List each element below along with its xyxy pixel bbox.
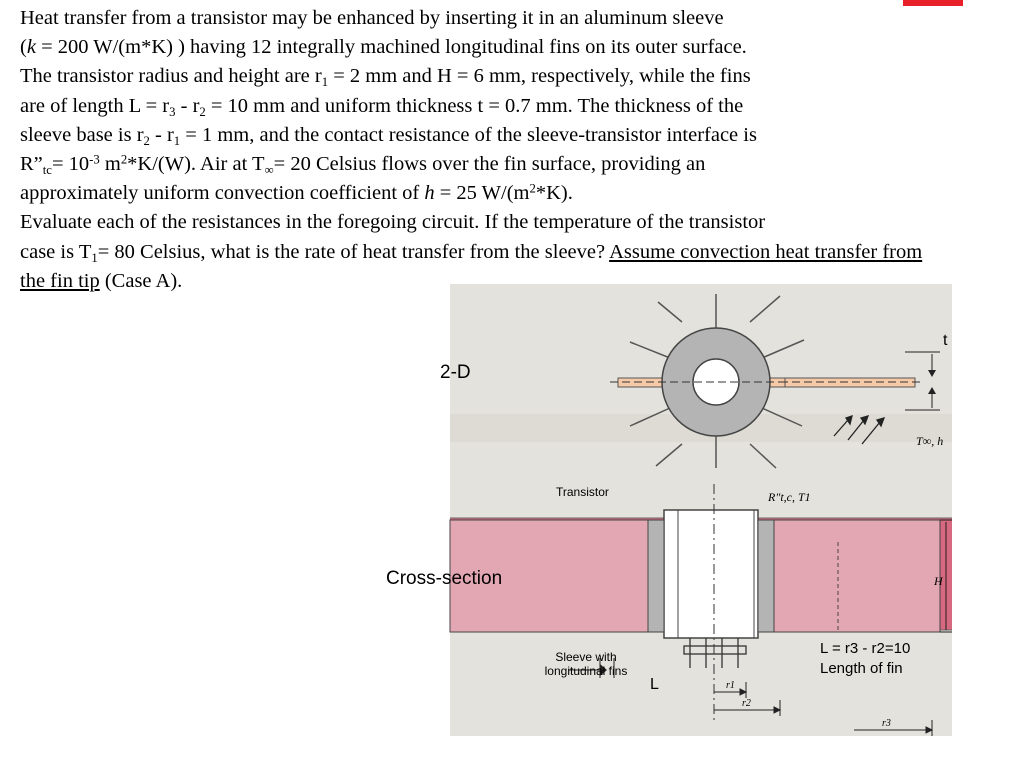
label-2d: 2-D: [440, 362, 471, 383]
label-transistor: Transistor: [556, 485, 609, 499]
label-H: H: [934, 574, 943, 588]
label-r1: r1: [726, 680, 735, 691]
label-sleeve: Sleeve with longitudinal fins: [544, 650, 628, 678]
label-fin-length-eq: L = r3 - r2=10: [820, 640, 911, 657]
label-t: t: [943, 332, 948, 349]
label-cross-section: Cross-section: [386, 568, 503, 589]
label-fin-length: Length of fin: [820, 660, 903, 677]
cross-section-view: [450, 484, 952, 724]
radius-dimensions: [714, 682, 932, 736]
label-r2: r2: [742, 698, 751, 709]
label-r3: r3: [882, 718, 891, 729]
problem-statement: [20, 4, 940, 296]
paragraph-2: Evaluate each of the resistances in the foregoing circuit. If the temperature of the transistor case is $T_1= 80$ Celsius, what is the rate of heat transfer from the sleeve? Assume convection heat transfer from the fin tip (Case A).: [20, 211, 923, 292]
transistor-fin-figure: [386, 284, 952, 736]
label-L: L: [650, 676, 659, 693]
fin-detail: [780, 352, 940, 410]
transistor-pins: [684, 638, 746, 668]
paragraph-1: Heat transfer from a transistor may be enhanced by inserting it in an aluminum sleeve (k = 200 W/(m*K) ) having 12 integrally machined longitudinal fins on its outer surface. The transistor radius and height are $r_1 = 2$ mm and H = 6 mm, respectively, while the fins are of length $L = r_3 - r_2 = 10$ mm and uniform thickness t = 0.7 mm. The thickness of the sleeve base is $r_2 - r_1 = 1$ mm, and the contact resistance of the sleeve-transistor interface is $R”_{tc}= 10^{-3}$ $m^2*K/(W)$. Air at $T_\infty= 20$ Celsius flows over the fin surface, providing an approximately uniform convection coefficient of h = 25 $W/(m^2*K)$.: [20, 7, 757, 205]
case-a-assumption: Assume convection heat transfer from the fin tip: [20, 240, 923, 292]
label-tinf-h: T∞, h: [916, 434, 944, 448]
label-rtc-t1: R″t,c, T1: [768, 490, 811, 504]
